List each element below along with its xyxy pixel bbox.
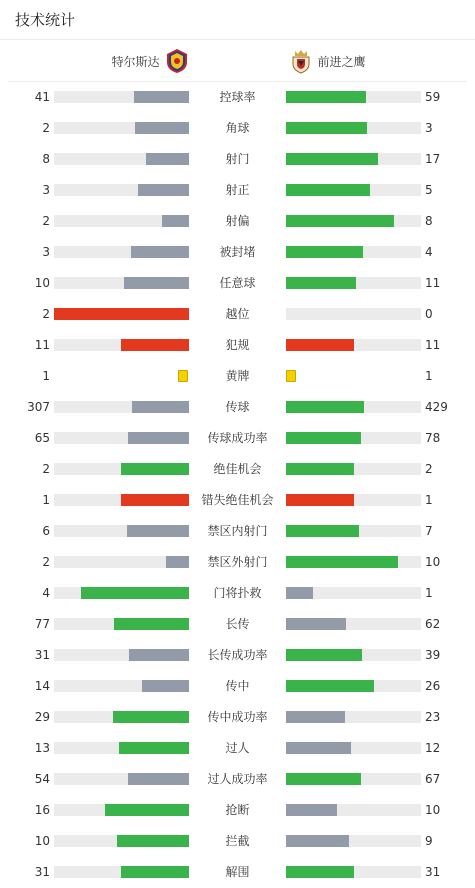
home-bar-track (54, 556, 189, 568)
home-bar-track (54, 835, 189, 847)
home-value: 1 (42, 493, 50, 507)
home-bar-track (54, 587, 189, 599)
stat-row (0, 268, 475, 299)
away-bar-fill (286, 339, 354, 351)
away-bar-fill (286, 494, 354, 506)
stat-label: 黄牌 (225, 369, 250, 383)
home-bar-fill (128, 773, 189, 785)
home-bar-track (54, 184, 189, 196)
stat-label: 错失绝佳机会 (201, 493, 274, 507)
home-bar-track (54, 122, 189, 134)
away-bar-track (286, 866, 421, 878)
home-value: 2 (42, 121, 50, 135)
stat-row (0, 857, 475, 888)
away-bar-fill (286, 91, 366, 103)
away-bar-fill (286, 401, 364, 413)
stat-row (0, 671, 475, 702)
away-bar-fill (286, 153, 378, 165)
away-bar-fill (286, 432, 361, 444)
away-bar-fill (286, 587, 313, 599)
home-bar-fill (113, 711, 189, 723)
home-bar-fill (142, 680, 189, 692)
home-value: 3 (42, 245, 50, 259)
stat-row (0, 578, 475, 609)
home-bar-fill (166, 556, 189, 568)
home-bar-fill (114, 618, 189, 630)
away-bar-fill (286, 463, 354, 475)
stat-label: 传中成功率 (207, 710, 268, 724)
stat-label: 传球 (225, 400, 250, 414)
home-bar-fill (54, 308, 189, 320)
stat-label: 拦截 (225, 834, 250, 848)
stat-row (0, 299, 475, 330)
home-value: 2 (42, 214, 50, 228)
away-bar-track (286, 122, 421, 134)
away-value: 7 (425, 524, 433, 538)
away-bar-track (286, 680, 421, 692)
away-team-logo-icon (290, 48, 312, 74)
stat-label: 越位 (225, 307, 250, 321)
home-bar-fill (134, 91, 189, 103)
home-bar-fill (81, 587, 189, 599)
away-bar-fill (286, 215, 394, 227)
away-value: 5 (425, 183, 433, 197)
home-bar-track (54, 277, 189, 289)
away-bar-track (286, 184, 421, 196)
stat-row (0, 392, 475, 423)
page-title: 技术统计 (15, 11, 76, 29)
away-bar-track (286, 246, 421, 258)
stat-label: 犯规 (225, 338, 250, 352)
home-bar-fill (128, 432, 189, 444)
away-bar-track (286, 432, 421, 444)
away-value: 11 (425, 338, 441, 352)
away-bar-track (286, 773, 421, 785)
home-team[interactable] (111, 40, 187, 82)
away-bar-fill (286, 122, 367, 134)
home-bar-fill (138, 184, 189, 196)
home-bar-track (54, 525, 189, 537)
stat-row (0, 361, 475, 392)
stat-label: 射门 (225, 152, 250, 166)
home-bar-track (54, 804, 189, 816)
stat-label: 禁区外射门 (207, 555, 268, 569)
away-value: 62 (425, 617, 441, 631)
away-bar-track (286, 463, 421, 475)
away-bar-fill (286, 649, 362, 661)
home-team-logo-icon (166, 48, 188, 74)
away-value: 2 (425, 462, 433, 476)
home-value: 2 (42, 555, 50, 569)
home-value: 8 (42, 152, 50, 166)
home-team-name: 特尔斯达 (111, 54, 160, 69)
away-bar-track (286, 525, 421, 537)
home-value: 10 (34, 276, 50, 290)
away-bar-fill (286, 866, 354, 878)
away-team-name: 前进之鹰 (317, 54, 366, 69)
home-value: 2 (42, 307, 50, 321)
away-bar-fill (286, 680, 374, 692)
home-bar-track (54, 153, 189, 165)
home-value: 307 (27, 400, 50, 414)
stat-row (0, 485, 475, 516)
home-bar-fill (135, 122, 189, 134)
home-value: 16 (34, 803, 50, 817)
stat-row (0, 609, 475, 640)
away-bar-fill (286, 246, 363, 258)
stat-label: 控球率 (219, 90, 256, 104)
home-bar-track (54, 246, 189, 258)
home-value: 1 (42, 369, 50, 383)
home-bar-fill (117, 835, 189, 847)
away-bar-track (286, 494, 421, 506)
home-value: 2 (42, 462, 50, 476)
stat-row (0, 640, 475, 671)
away-value: 9 (425, 834, 433, 848)
stat-row (0, 82, 475, 113)
teams-row (8, 40, 467, 82)
stat-label: 传球成功率 (207, 431, 268, 445)
stat-label: 禁区内射门 (207, 524, 268, 538)
stat-row (0, 113, 475, 144)
home-bar-track (54, 866, 189, 878)
stat-label: 传中 (225, 679, 250, 693)
away-bar-track (286, 556, 421, 568)
home-value: 65 (34, 431, 50, 445)
home-bar-track (54, 91, 189, 103)
away-value: 26 (425, 679, 441, 693)
away-bar-track (286, 618, 421, 630)
stat-label: 角球 (225, 121, 250, 135)
away-value: 1 (425, 586, 433, 600)
away-value: 12 (425, 741, 441, 755)
away-bar-track (286, 742, 421, 754)
stats-header (0, 0, 475, 40)
stat-label: 门将扑救 (213, 586, 262, 600)
home-bar-fill (124, 277, 189, 289)
away-bar-fill (286, 804, 337, 816)
home-bar-fill (105, 804, 189, 816)
away-bar-track (286, 91, 421, 103)
stat-label: 过人 (225, 741, 250, 755)
home-bar-track (54, 432, 189, 444)
home-value: 29 (34, 710, 50, 724)
away-team[interactable] (290, 40, 366, 82)
away-value: 11 (425, 276, 441, 290)
home-value: 10 (34, 834, 50, 848)
home-bar-track (54, 680, 189, 692)
home-value: 41 (34, 90, 50, 104)
stat-label: 过人成功率 (207, 772, 268, 786)
stats-list (0, 82, 475, 888)
home-bar-track (54, 494, 189, 506)
away-bar-fill (286, 742, 351, 754)
home-value: 4 (42, 586, 50, 600)
away-bar-track (286, 308, 421, 320)
away-value: 0 (425, 307, 433, 321)
home-value: 11 (34, 338, 50, 352)
home-bar-track (54, 742, 189, 754)
stat-row (0, 826, 475, 857)
stat-row (0, 237, 475, 268)
stat-row (0, 330, 475, 361)
stat-row (0, 423, 475, 454)
away-value: 67 (425, 772, 441, 786)
stat-label: 绝佳机会 (213, 462, 262, 476)
away-bar-fill (286, 711, 345, 723)
stat-label: 射偏 (225, 214, 250, 228)
home-bar-fill (127, 525, 189, 537)
stat-label: 长传成功率 (207, 648, 268, 662)
away-bar-track (286, 649, 421, 661)
stat-row (0, 702, 475, 733)
home-bar-track (54, 215, 189, 227)
stat-row (0, 795, 475, 826)
away-bar-fill (286, 525, 359, 537)
stat-label: 被封堵 (219, 245, 256, 259)
stat-row (0, 175, 475, 206)
home-bar-track (54, 308, 189, 320)
away-value: 429 (425, 400, 448, 414)
away-bar-fill (286, 184, 370, 196)
away-bar-track (286, 215, 421, 227)
stat-row (0, 516, 475, 547)
stat-row (0, 454, 475, 485)
away-bar-track (286, 401, 421, 413)
home-bar-fill (119, 742, 189, 754)
away-value: 8 (425, 214, 433, 228)
stat-row (0, 144, 475, 175)
away-bar-fill (286, 773, 361, 785)
home-bar-track (54, 773, 189, 785)
home-bar-fill (162, 215, 189, 227)
stat-row (0, 547, 475, 578)
home-value: 31 (34, 648, 50, 662)
away-value: 10 (425, 803, 441, 817)
away-bar-fill (286, 277, 356, 289)
home-value: 3 (42, 183, 50, 197)
away-value: 4 (425, 245, 433, 259)
home-bar-track (54, 463, 189, 475)
home-bar-track (54, 618, 189, 630)
home-bar-fill (146, 153, 189, 165)
stat-label: 解围 (225, 865, 250, 879)
away-bar-fill (286, 835, 349, 847)
home-bar-track (54, 339, 189, 351)
away-value: 10 (425, 555, 441, 569)
away-bar-track (286, 711, 421, 723)
stat-label: 任意球 (219, 276, 256, 290)
stat-row (0, 206, 475, 237)
home-bar-fill (121, 463, 189, 475)
away-bar-track (286, 339, 421, 351)
away-value: 17 (425, 152, 441, 166)
home-value: 13 (34, 741, 50, 755)
home-value: 77 (34, 617, 50, 631)
home-bar-track (54, 649, 189, 661)
home-bar-fill (132, 401, 189, 413)
away-value: 1 (425, 369, 433, 383)
away-bar-track (286, 587, 421, 599)
home-bar-fill (121, 494, 189, 506)
home-bar-fill (121, 339, 189, 351)
home-bar-fill (131, 246, 189, 258)
home-bar-fill (121, 866, 189, 878)
away-value: 59 (425, 90, 441, 104)
away-value: 1 (425, 493, 433, 507)
home-value: 14 (34, 679, 50, 693)
away-yellow-card-icon (286, 370, 296, 382)
home-value: 31 (34, 865, 50, 879)
away-value: 3 (425, 121, 433, 135)
stat-label: 抢断 (225, 803, 250, 817)
home-bar-track (54, 711, 189, 723)
away-value: 23 (425, 710, 441, 724)
away-bar-fill (286, 618, 346, 630)
home-bar-fill (129, 649, 189, 661)
away-value: 78 (425, 431, 441, 445)
stat-row (0, 764, 475, 795)
away-bar-track (286, 153, 421, 165)
away-value: 31 (425, 865, 441, 879)
away-value: 39 (425, 648, 441, 662)
stat-label: 射正 (225, 183, 250, 197)
home-value: 54 (34, 772, 50, 786)
away-bar-track (286, 835, 421, 847)
home-yellow-card-icon (178, 370, 188, 382)
stat-label: 长传 (225, 617, 250, 631)
away-bar-fill (286, 556, 398, 568)
stat-row (0, 733, 475, 764)
home-value: 6 (42, 524, 50, 538)
away-bar-track (286, 277, 421, 289)
away-bar-track (286, 804, 421, 816)
home-bar-track (54, 401, 189, 413)
